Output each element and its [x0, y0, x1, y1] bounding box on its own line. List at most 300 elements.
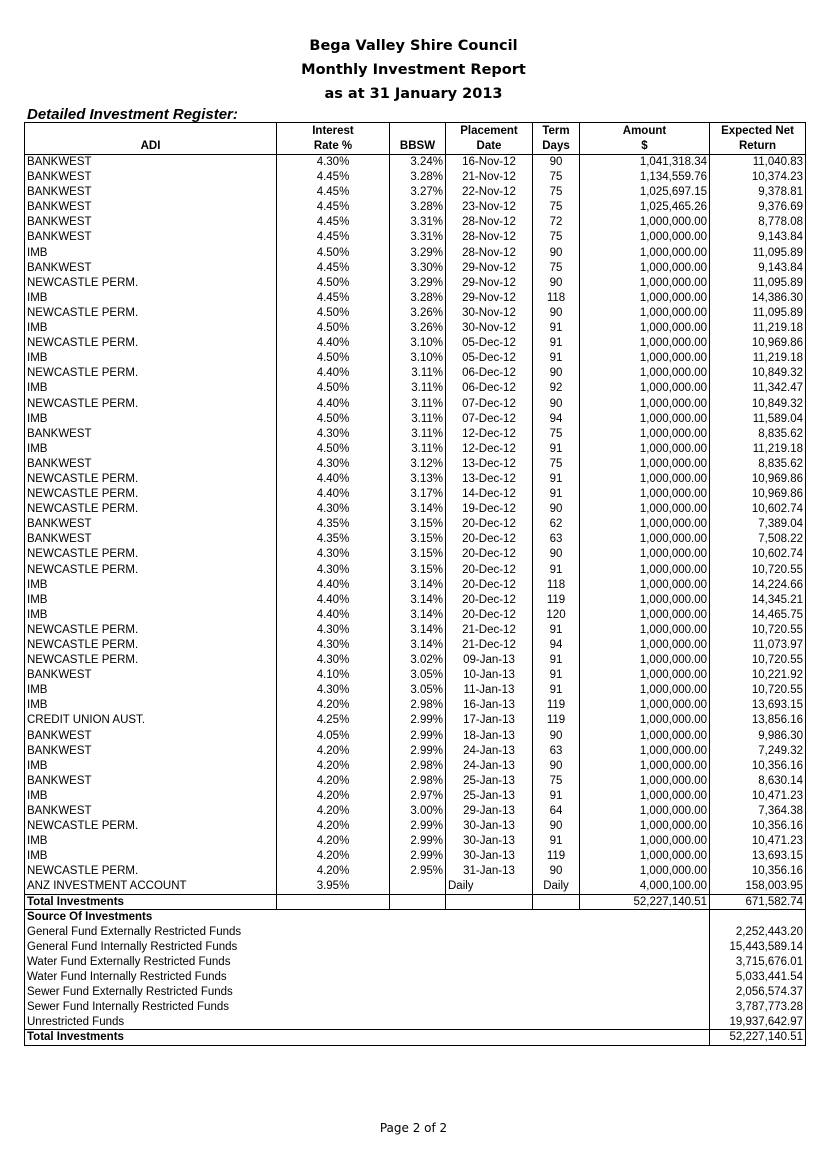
cell-date: 30-Jan-13 — [446, 849, 533, 864]
cell-term: 91 — [533, 683, 580, 698]
col-header-term: Days — [533, 139, 580, 155]
cell-bbsw: 3.11% — [390, 396, 446, 411]
source-value: 2,056,574.37 — [710, 985, 806, 1000]
cell-amount: 1,000,000.00 — [580, 456, 710, 471]
cell-adi: BANKWEST — [25, 155, 277, 170]
table-row — [25, 471, 806, 486]
cell-amount: 1,000,000.00 — [580, 819, 710, 834]
cell-bbsw: 3.14% — [390, 592, 446, 607]
cell-rate: 4.45% — [277, 200, 390, 215]
cell-amount: 1,000,000.00 — [580, 517, 710, 532]
cell-date: 09-Jan-13 — [446, 653, 533, 668]
cell-term: 118 — [533, 577, 580, 592]
cell-rate: 4.50% — [277, 411, 390, 426]
cell-bbsw: 3.05% — [390, 683, 446, 698]
cell-return: 10,356.16 — [710, 819, 806, 834]
table-row — [25, 547, 806, 562]
cell-adi: IMB — [25, 321, 277, 336]
cell-return: 14,386.30 — [710, 290, 806, 305]
cell-return: 11,219.18 — [710, 441, 806, 456]
cell-term: 75 — [533, 230, 580, 245]
cell-date: 21-Dec-12 — [446, 638, 533, 653]
cell-bbsw: 3.10% — [390, 351, 446, 366]
cell-date: 28-Nov-12 — [446, 245, 533, 260]
cell-rate: 4.20% — [277, 849, 390, 864]
col-header-date-top: Placement — [446, 123, 533, 139]
total-return: 671,582.74 — [710, 894, 806, 909]
cell-return: 10,720.55 — [710, 683, 806, 698]
cell-return: 14,465.75 — [710, 607, 806, 622]
cell-rate: 4.20% — [277, 819, 390, 834]
cell-return: 10,356.16 — [710, 758, 806, 773]
cell-return: 9,143.84 — [710, 230, 806, 245]
cell-bbsw: 3.26% — [390, 305, 446, 320]
col-header-return-top: Expected Net — [710, 123, 806, 139]
cell-bbsw: 3.24% — [390, 155, 446, 170]
cell-term: 91 — [533, 351, 580, 366]
cell-bbsw: 3.15% — [390, 547, 446, 562]
cell-return: 11,040.83 — [710, 155, 806, 170]
cell-amount: 1,000,000.00 — [580, 864, 710, 879]
cell-return: 11,219.18 — [710, 351, 806, 366]
cell-amount: 1,025,465.26 — [580, 200, 710, 215]
cell-term: 91 — [533, 441, 580, 456]
cell-return: 7,364.38 — [710, 804, 806, 819]
cell-date: 29-Nov-12 — [446, 275, 533, 290]
cell-return: 14,224.66 — [710, 577, 806, 592]
total-label: Total Investments — [25, 894, 277, 909]
cell-amount: 1,000,000.00 — [580, 607, 710, 622]
cell-bbsw: 3.31% — [390, 215, 446, 230]
table-row — [25, 275, 806, 290]
table-row — [25, 321, 806, 336]
cell-adi: IMB — [25, 758, 277, 773]
cell-bbsw: 3.13% — [390, 471, 446, 486]
cell-return: 8,835.62 — [710, 426, 806, 441]
table-row — [25, 170, 806, 185]
cell-rate: 4.30% — [277, 547, 390, 562]
cell-bbsw: 3.11% — [390, 411, 446, 426]
cell-amount: 1,000,000.00 — [580, 441, 710, 456]
col-header-rate-top: Interest — [277, 123, 390, 139]
cell-bbsw: 3.15% — [390, 517, 446, 532]
table-row — [25, 743, 806, 758]
cell-amount: 1,000,000.00 — [580, 849, 710, 864]
cell-bbsw: 3.14% — [390, 502, 446, 517]
col-header-amount: $ — [580, 139, 710, 155]
cell-date: 12-Dec-12 — [446, 441, 533, 456]
cell-term: 91 — [533, 336, 580, 351]
col-header-adi-top — [25, 123, 277, 139]
cell-bbsw: 3.11% — [390, 366, 446, 381]
table-row — [25, 638, 806, 653]
cell-return: 10,356.16 — [710, 864, 806, 879]
cell-return: 9,986.30 — [710, 728, 806, 743]
cell-amount: 1,000,000.00 — [580, 215, 710, 230]
cell-term: 119 — [533, 698, 580, 713]
investment-register-table — [24, 122, 806, 1046]
cell-amount: 1,134,559.76 — [580, 170, 710, 185]
cell-date: 30-Jan-13 — [446, 819, 533, 834]
cell-date: 17-Jan-13 — [446, 713, 533, 728]
cell-bbsw: 3.14% — [390, 638, 446, 653]
cell-bbsw: 3.02% — [390, 653, 446, 668]
cell-term: 90 — [533, 547, 580, 562]
cell-date: 22-Nov-12 — [446, 185, 533, 200]
cell-adi: BANKWEST — [25, 668, 277, 683]
cell-term: 90 — [533, 819, 580, 834]
cell-amount: 1,000,000.00 — [580, 351, 710, 366]
cell-date: 18-Jan-13 — [446, 728, 533, 743]
cell-date: 06-Dec-12 — [446, 366, 533, 381]
cell-rate: 4.20% — [277, 773, 390, 788]
cell-amount: 1,000,000.00 — [580, 758, 710, 773]
cell-date: 30-Nov-12 — [446, 305, 533, 320]
cell-return: 13,693.15 — [710, 849, 806, 864]
cell-return: 8,835.62 — [710, 456, 806, 471]
cell-amount: 1,000,000.00 — [580, 411, 710, 426]
cell-return: 10,969.86 — [710, 336, 806, 351]
cell-rate: 4.40% — [277, 577, 390, 592]
cell-adi: NEWCASTLE PERM. — [25, 653, 277, 668]
cell-return: 10,471.23 — [710, 788, 806, 803]
cell-bbsw: 3.00% — [390, 804, 446, 819]
cell-term: 63 — [533, 743, 580, 758]
table-row — [25, 683, 806, 698]
cell-bbsw: 2.99% — [390, 849, 446, 864]
cell-return: 8,778.08 — [710, 215, 806, 230]
cell-amount: 1,000,000.00 — [580, 381, 710, 396]
cell-bbsw: 2.99% — [390, 819, 446, 834]
cell-adi: BANKWEST — [25, 170, 277, 185]
cell-date: 13-Dec-12 — [446, 456, 533, 471]
table-header — [25, 123, 806, 155]
cell-amount: 1,000,000.00 — [580, 804, 710, 819]
cell-term: 90 — [533, 502, 580, 517]
total-amount: 52,227,140.51 — [580, 894, 710, 909]
cell-term: 90 — [533, 275, 580, 290]
cell-adi: BANKWEST — [25, 532, 277, 547]
cell-term: 118 — [533, 290, 580, 305]
sources-heading-row — [25, 909, 806, 924]
cell-rate: 4.40% — [277, 471, 390, 486]
cell-date: 16-Jan-13 — [446, 698, 533, 713]
cell-bbsw: 3.29% — [390, 275, 446, 290]
table-row — [25, 290, 806, 305]
table-row — [25, 849, 806, 864]
cell-adi: BANKWEST — [25, 456, 277, 471]
col-header-rate: Rate % — [277, 139, 390, 155]
table-row — [25, 728, 806, 743]
cell-date: 28-Nov-12 — [446, 215, 533, 230]
cell-bbsw: 3.14% — [390, 577, 446, 592]
cell-term: 75 — [533, 773, 580, 788]
cell-bbsw: 2.98% — [390, 758, 446, 773]
table-row — [25, 532, 806, 547]
source-label: Sewer Fund Internally Restricted Funds — [25, 1000, 710, 1015]
cell-amount: 1,000,000.00 — [580, 698, 710, 713]
source-row — [25, 970, 806, 985]
table-row — [25, 200, 806, 215]
cell-rate: 4.35% — [277, 532, 390, 547]
cell-return: 10,471.23 — [710, 834, 806, 849]
cell-amount: 1,000,000.00 — [580, 260, 710, 275]
report-date: as at 31 January 2013 — [324, 86, 503, 102]
cell-rate: 4.45% — [277, 170, 390, 185]
cell-return: 11,342.47 — [710, 381, 806, 396]
source-row — [25, 954, 806, 969]
cell-term: 90 — [533, 245, 580, 260]
cell-rate: 4.30% — [277, 456, 390, 471]
cell-term: 90 — [533, 396, 580, 411]
cell-amount: 1,000,000.00 — [580, 290, 710, 305]
cell-bbsw: 2.98% — [390, 698, 446, 713]
cell-return: 10,849.32 — [710, 366, 806, 381]
cell-rate: 4.40% — [277, 336, 390, 351]
cell-amount: 1,000,000.00 — [580, 426, 710, 441]
cell-bbsw: 3.15% — [390, 532, 446, 547]
sources-heading: Source Of Investments — [25, 909, 710, 924]
source-value: 3,715,676.01 — [710, 954, 806, 969]
cell-adi: BANKWEST — [25, 230, 277, 245]
cell-adi: IMB — [25, 592, 277, 607]
cell-term: 72 — [533, 215, 580, 230]
cell-date: 24-Jan-13 — [446, 743, 533, 758]
cell-date: 05-Dec-12 — [446, 336, 533, 351]
cell-term: 64 — [533, 804, 580, 819]
cell-rate: 4.30% — [277, 653, 390, 668]
cell-term: 94 — [533, 638, 580, 653]
source-value: 15,443,589.14 — [710, 939, 806, 954]
cell-amount: 1,000,000.00 — [580, 502, 710, 517]
cell-amount: 1,000,000.00 — [580, 668, 710, 683]
cell-term: 91 — [533, 834, 580, 849]
cell-amount: 1,000,000.00 — [580, 396, 710, 411]
cell-term: 91 — [533, 622, 580, 637]
cell-adi: IMB — [25, 351, 277, 366]
cell-amount: 1,000,000.00 — [580, 305, 710, 320]
cell-rate: 3.95% — [277, 879, 390, 894]
cell-rate: 4.20% — [277, 743, 390, 758]
cell-rate: 4.45% — [277, 230, 390, 245]
cell-rate: 4.30% — [277, 155, 390, 170]
table-row — [25, 607, 806, 622]
cell-adi: NEWCASTLE PERM. — [25, 622, 277, 637]
cell-adi: IMB — [25, 441, 277, 456]
cell-amount: 1,000,000.00 — [580, 532, 710, 547]
cell-rate: 4.35% — [277, 517, 390, 532]
table-row — [25, 577, 806, 592]
cell-bbsw: 3.12% — [390, 456, 446, 471]
cell-rate: 4.50% — [277, 305, 390, 320]
cell-adi: IMB — [25, 834, 277, 849]
cell-amount: 1,000,000.00 — [580, 321, 710, 336]
cell-term: 75 — [533, 185, 580, 200]
cell-bbsw: 3.17% — [390, 487, 446, 502]
cell-return: 13,856.16 — [710, 713, 806, 728]
cell-rate: 4.20% — [277, 834, 390, 849]
table-row — [25, 517, 806, 532]
cell-rate: 4.50% — [277, 321, 390, 336]
table-row — [25, 804, 806, 819]
cell-amount: 1,000,000.00 — [580, 471, 710, 486]
cell-rate: 4.40% — [277, 487, 390, 502]
table-row — [25, 155, 806, 170]
cell-return: 11,095.89 — [710, 305, 806, 320]
table-row — [25, 215, 806, 230]
cell-term: 90 — [533, 864, 580, 879]
source-of-investments — [25, 909, 806, 1030]
cell-term: Daily — [533, 879, 580, 894]
cell-bbsw: 2.99% — [390, 713, 446, 728]
cell-term: 90 — [533, 305, 580, 320]
cell-adi: IMB — [25, 411, 277, 426]
cell-amount: 1,000,000.00 — [580, 728, 710, 743]
cell-rate: 4.45% — [277, 260, 390, 275]
cell-rate: 4.40% — [277, 607, 390, 622]
cell-amount: 1,000,000.00 — [580, 713, 710, 728]
cell-bbsw: 2.99% — [390, 834, 446, 849]
cell-term: 91 — [533, 321, 580, 336]
cell-return: 10,602.74 — [710, 502, 806, 517]
cell-return: 9,378.81 — [710, 185, 806, 200]
cell-bbsw: 3.10% — [390, 336, 446, 351]
cell-date: 21-Dec-12 — [446, 622, 533, 637]
table-row — [25, 426, 806, 441]
table-row — [25, 381, 806, 396]
cell-date: 20-Dec-12 — [446, 547, 533, 562]
source-row — [25, 924, 806, 939]
col-header-bbsw: BBSW — [390, 139, 446, 155]
cell-term: 119 — [533, 592, 580, 607]
cell-amount: 1,000,000.00 — [580, 638, 710, 653]
cell-date: 23-Nov-12 — [446, 200, 533, 215]
cell-return: 11,095.89 — [710, 245, 806, 260]
cell-bbsw: 3.29% — [390, 245, 446, 260]
cell-rate: 4.30% — [277, 502, 390, 517]
cell-bbsw: 3.11% — [390, 441, 446, 456]
cell-term: 62 — [533, 517, 580, 532]
cell-adi: BANKWEST — [25, 200, 277, 215]
source-label: Water Fund Internally Restricted Funds — [25, 970, 710, 985]
cell-adi: BANKWEST — [25, 517, 277, 532]
table-row — [25, 411, 806, 426]
register-body — [25, 155, 806, 880]
cell-date: 10-Jan-13 — [446, 668, 533, 683]
cell-bbsw: 3.11% — [390, 426, 446, 441]
source-label: Sewer Fund Externally Restricted Funds — [25, 985, 710, 1000]
cell-date: 30-Nov-12 — [446, 321, 533, 336]
cell-amount: 1,000,000.00 — [580, 577, 710, 592]
cell-term: 90 — [533, 155, 580, 170]
cell-return: 11,219.18 — [710, 321, 806, 336]
cell-return: 10,374.23 — [710, 170, 806, 185]
cell-term: 75 — [533, 426, 580, 441]
source-label: Water Fund Externally Restricted Funds — [25, 954, 710, 969]
cell-term: 75 — [533, 456, 580, 471]
cell-bbsw: 3.15% — [390, 562, 446, 577]
cell-term: 91 — [533, 471, 580, 486]
cell-term: 119 — [533, 849, 580, 864]
cell-bbsw: 3.26% — [390, 321, 446, 336]
table-row — [25, 351, 806, 366]
cell-rate: 4.05% — [277, 728, 390, 743]
cell-bbsw: 3.28% — [390, 200, 446, 215]
cell-adi: IMB — [25, 577, 277, 592]
page-number: Page 2 of 2 — [379, 1121, 448, 1135]
cell-bbsw: 3.28% — [390, 290, 446, 305]
cell-term: 75 — [533, 260, 580, 275]
table-row — [25, 366, 806, 381]
cell-bbsw: 3.31% — [390, 230, 446, 245]
cell-date: 20-Dec-12 — [446, 577, 533, 592]
cell-return: 10,849.32 — [710, 396, 806, 411]
table-row — [25, 245, 806, 260]
cell-amount: 1,000,000.00 — [580, 743, 710, 758]
cell-bbsw: 3.11% — [390, 381, 446, 396]
cell-date: 20-Dec-12 — [446, 562, 533, 577]
cell-term: 120 — [533, 607, 580, 622]
cell-return: 7,249.32 — [710, 743, 806, 758]
table-row — [25, 698, 806, 713]
table-row — [25, 834, 806, 849]
cell-adi: BANKWEST — [25, 426, 277, 441]
cell-amount: 1,000,000.00 — [580, 245, 710, 260]
cell-date: 07-Dec-12 — [446, 411, 533, 426]
cell-date: 20-Dec-12 — [446, 607, 533, 622]
cell-bbsw: 2.95% — [390, 864, 446, 879]
cell-bbsw: 3.28% — [390, 170, 446, 185]
table-row — [25, 592, 806, 607]
cell-adi: NEWCASTLE PERM. — [25, 275, 277, 290]
cell-date: 05-Dec-12 — [446, 351, 533, 366]
cell-amount: 1,000,000.00 — [580, 336, 710, 351]
cell-term: 75 — [533, 200, 580, 215]
cell-rate: 4.30% — [277, 683, 390, 698]
cell-date: 29-Nov-12 — [446, 260, 533, 275]
cell-amount: 4,000,100.00 — [580, 879, 710, 894]
cell-amount: 1,000,000.00 — [580, 275, 710, 290]
cell-date: 12-Dec-12 — [446, 426, 533, 441]
table-row — [25, 788, 806, 803]
cell-return: 7,508.22 — [710, 532, 806, 547]
cell-date: 21-Nov-12 — [446, 170, 533, 185]
cell-amount: 1,041,318.34 — [580, 155, 710, 170]
cell-return: 11,095.89 — [710, 275, 806, 290]
table-row — [25, 879, 806, 894]
total-row — [25, 894, 806, 909]
cell-adi: NEWCASTLE PERM. — [25, 638, 277, 653]
cell-date: 24-Jan-13 — [446, 758, 533, 773]
cell-return: 10,720.55 — [710, 622, 806, 637]
source-row — [25, 1015, 806, 1030]
cell-return: 13,693.15 — [710, 698, 806, 713]
cell-rate: 4.30% — [277, 638, 390, 653]
cell-amount: 1,000,000.00 — [580, 834, 710, 849]
cell-rate: 4.30% — [277, 562, 390, 577]
source-value: 19,937,642.97 — [710, 1015, 806, 1030]
cell-rate: 4.50% — [277, 441, 390, 456]
sources-total-row — [25, 1030, 806, 1045]
cell-adi: IMB — [25, 290, 277, 305]
cell-adi: BANKWEST — [25, 260, 277, 275]
cell-adi: CREDIT UNION AUST. — [25, 713, 277, 728]
cell-rate: 4.30% — [277, 426, 390, 441]
cell-date: 16-Nov-12 — [446, 155, 533, 170]
cell-adi: BANKWEST — [25, 773, 277, 788]
cell-rate: 4.20% — [277, 698, 390, 713]
cell-term: 91 — [533, 788, 580, 803]
